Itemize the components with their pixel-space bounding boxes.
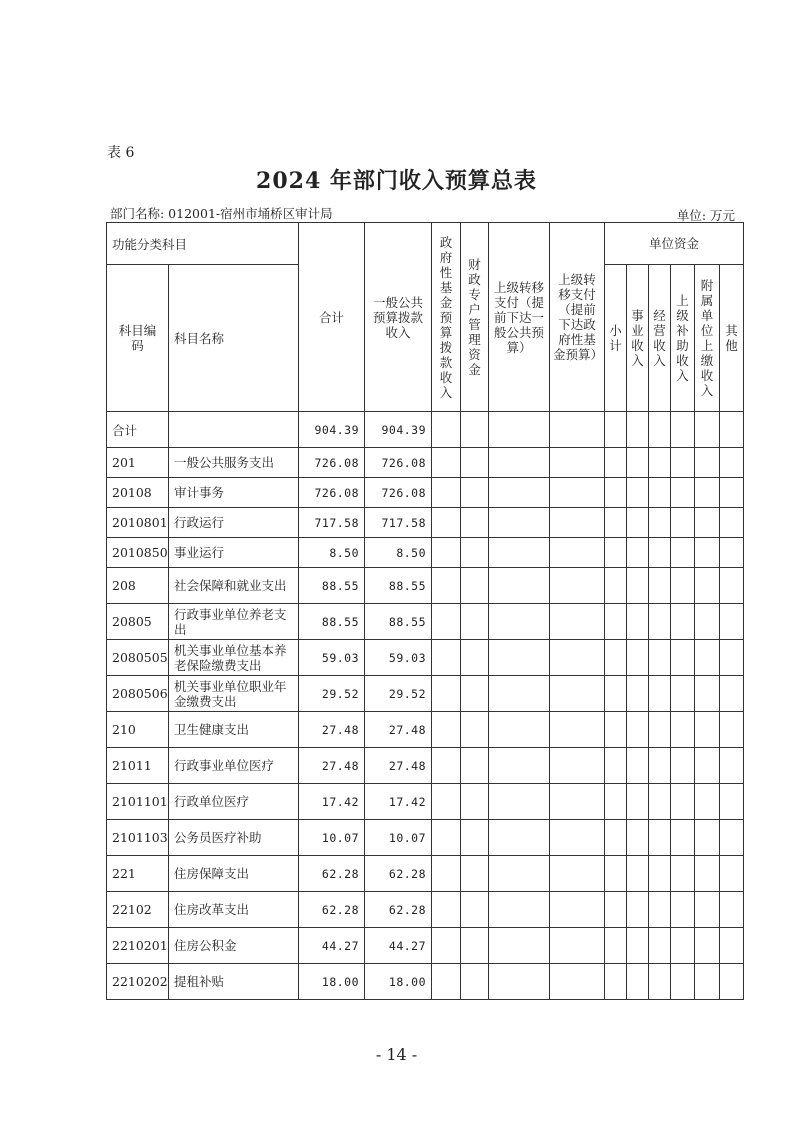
row-general-budget: 27.48: [365, 712, 432, 748]
empty-cell: [695, 568, 720, 604]
empty-cell: [649, 568, 671, 604]
empty-cell: [720, 412, 744, 448]
empty-cell: [550, 412, 605, 448]
table-label: 表 6: [107, 145, 135, 161]
row-total: 27.48: [299, 712, 365, 748]
empty-cell: [432, 784, 461, 820]
empty-cell: [649, 856, 671, 892]
empty-cell: [489, 478, 550, 508]
empty-cell: [432, 448, 461, 478]
empty-cell: [627, 478, 649, 508]
page-number: - 14 -: [375, 1045, 418, 1064]
empty-cell: [720, 604, 744, 640]
row-general-budget: 59.03: [365, 640, 432, 676]
row-general-budget: 27.48: [365, 748, 432, 784]
empty-cell: [489, 412, 550, 448]
empty-cell: [461, 676, 489, 712]
empty-cell: [489, 448, 550, 478]
empty-cell: [605, 640, 627, 676]
empty-cell: [489, 820, 550, 856]
empty-cell: [671, 538, 695, 568]
header-total: 合计: [299, 223, 365, 412]
empty-cell: [649, 508, 671, 538]
empty-cell: [461, 478, 489, 508]
empty-cell: [649, 784, 671, 820]
empty-cell: [550, 478, 605, 508]
empty-cell: [671, 640, 695, 676]
table-row: [107, 538, 744, 568]
row-general-budget: 18.00: [365, 964, 432, 1000]
empty-cell: [550, 604, 605, 640]
empty-cell: [489, 712, 550, 748]
empty-cell: [489, 964, 550, 1000]
empty-cell: [432, 820, 461, 856]
row-code: 21011: [107, 748, 169, 784]
row-name: 机关事业单位基本养老保险缴费支出: [169, 640, 299, 676]
empty-cell: [695, 640, 720, 676]
table-row: [107, 964, 744, 1000]
empty-cell: [695, 712, 720, 748]
empty-cell: [489, 508, 550, 538]
empty-cell: [649, 964, 671, 1000]
empty-cell: [461, 712, 489, 748]
empty-cell: [627, 568, 649, 604]
empty-cell: [605, 568, 627, 604]
row-name: 社会保障和就业支出: [169, 568, 299, 604]
empty-cell: [695, 448, 720, 478]
empty-cell: [671, 508, 695, 538]
row-code: 20108: [107, 478, 169, 508]
empty-cell: [432, 892, 461, 928]
empty-cell: [461, 928, 489, 964]
empty-cell: [695, 412, 720, 448]
empty-cell: [695, 478, 720, 508]
empty-cell: [550, 676, 605, 712]
empty-cell: [671, 712, 695, 748]
header-name: 科目名称: [169, 265, 299, 412]
header-upper-general: 上级转移支付（提前下达一般公共预算）: [489, 223, 550, 412]
empty-cell: [627, 640, 649, 676]
empty-cell: [489, 640, 550, 676]
empty-cell: [627, 928, 649, 964]
table-row: [107, 478, 744, 508]
empty-cell: [605, 928, 627, 964]
header-gov-fund: 政府性基金预算拨款收入: [432, 223, 461, 412]
empty-cell: [720, 568, 744, 604]
empty-cell: [489, 856, 550, 892]
header-code: 科目编码: [107, 265, 169, 412]
empty-cell: [627, 508, 649, 538]
empty-cell: [605, 508, 627, 538]
empty-cell: [627, 892, 649, 928]
empty-cell: [489, 568, 550, 604]
empty-cell: [649, 412, 671, 448]
empty-cell: [489, 928, 550, 964]
empty-cell: [461, 856, 489, 892]
empty-cell: [605, 604, 627, 640]
empty-cell: [649, 928, 671, 964]
empty-cell: [432, 856, 461, 892]
row-total: 29.52: [299, 676, 365, 712]
row-total: 904.39: [299, 412, 365, 448]
header-affiliated-income: 附属单位上缴收入: [695, 265, 720, 412]
row-code: 210: [107, 712, 169, 748]
row-name: 行政单位医疗: [169, 784, 299, 820]
empty-cell: [671, 964, 695, 1000]
empty-cell: [432, 538, 461, 568]
empty-cell: [649, 892, 671, 928]
empty-cell: [432, 568, 461, 604]
row-general-budget: 88.55: [365, 604, 432, 640]
empty-cell: [649, 640, 671, 676]
row-general-budget: 8.50: [365, 538, 432, 568]
empty-cell: [489, 748, 550, 784]
empty-cell: [695, 604, 720, 640]
row-total: 62.28: [299, 892, 365, 928]
unit-label: 单位: 万元: [676, 208, 735, 223]
empty-cell: [720, 676, 744, 712]
row-name: 住房保障支出: [169, 856, 299, 892]
row-name: 住房公积金: [169, 928, 299, 964]
row-total: 62.28: [299, 856, 365, 892]
row-name: 提租补贴: [169, 964, 299, 1000]
table-row: [107, 640, 744, 676]
empty-cell: [461, 538, 489, 568]
empty-cell: [461, 412, 489, 448]
row-name: [169, 412, 299, 448]
empty-cell: [432, 604, 461, 640]
empty-cell: [605, 820, 627, 856]
empty-cell: [627, 676, 649, 712]
empty-cell: [695, 784, 720, 820]
empty-cell: [605, 784, 627, 820]
row-code: 2010801: [107, 508, 169, 538]
empty-cell: [605, 412, 627, 448]
row-code: 221: [107, 856, 169, 892]
header-general-budget: 一般公共预算拨款收入: [365, 223, 432, 412]
empty-cell: [550, 448, 605, 478]
table-row: [107, 784, 744, 820]
empty-cell: [550, 892, 605, 928]
empty-cell: [605, 448, 627, 478]
row-general-budget: 62.28: [365, 892, 432, 928]
row-code: 208: [107, 568, 169, 604]
row-total: 18.00: [299, 964, 365, 1000]
empty-cell: [627, 448, 649, 478]
empty-cell: [649, 820, 671, 856]
row-total: 44.27: [299, 928, 365, 964]
header-operating-income: 经营收入: [649, 265, 671, 412]
empty-cell: [550, 538, 605, 568]
table-row: [107, 856, 744, 892]
empty-cell: [720, 508, 744, 538]
empty-cell: [550, 964, 605, 1000]
empty-cell: [550, 928, 605, 964]
empty-cell: [671, 448, 695, 478]
empty-cell: [432, 508, 461, 538]
empty-cell: [489, 892, 550, 928]
empty-cell: [720, 892, 744, 928]
empty-cell: [461, 892, 489, 928]
empty-cell: [720, 712, 744, 748]
empty-cell: [649, 478, 671, 508]
row-general-budget: 726.08: [365, 478, 432, 508]
empty-cell: [605, 856, 627, 892]
empty-cell: [671, 412, 695, 448]
empty-cell: [695, 676, 720, 712]
row-code: 2210201: [107, 928, 169, 964]
empty-cell: [671, 928, 695, 964]
empty-cell: [671, 820, 695, 856]
empty-cell: [627, 412, 649, 448]
empty-cell: [720, 820, 744, 856]
empty-cell: [550, 856, 605, 892]
empty-cell: [627, 856, 649, 892]
row-total: 59.03: [299, 640, 365, 676]
empty-cell: [720, 478, 744, 508]
empty-cell: [627, 820, 649, 856]
empty-cell: [671, 784, 695, 820]
row-total: 88.55: [299, 568, 365, 604]
row-total: 27.48: [299, 748, 365, 784]
empty-cell: [627, 604, 649, 640]
table-row: [107, 508, 744, 538]
table-row: [107, 568, 744, 604]
empty-cell: [432, 748, 461, 784]
row-name: 行政事业单位医疗: [169, 748, 299, 784]
table-row: [107, 604, 744, 640]
empty-cell: [461, 640, 489, 676]
empty-cell: [461, 820, 489, 856]
row-total: 717.58: [299, 508, 365, 538]
empty-cell: [671, 478, 695, 508]
row-general-budget: 17.42: [365, 784, 432, 820]
empty-cell: [432, 676, 461, 712]
table-row: [107, 892, 744, 928]
empty-cell: [605, 478, 627, 508]
empty-cell: [432, 712, 461, 748]
row-name: 行政运行: [169, 508, 299, 538]
empty-cell: [605, 964, 627, 1000]
empty-cell: [720, 928, 744, 964]
row-name: 公务员医疗补助: [169, 820, 299, 856]
empty-cell: [671, 748, 695, 784]
empty-cell: [720, 784, 744, 820]
empty-cell: [720, 538, 744, 568]
header-upper-fund: 上级转移支付（提前下达政府性基金预算）: [550, 223, 605, 412]
empty-cell: [627, 784, 649, 820]
empty-cell: [432, 964, 461, 1000]
empty-cell: [649, 604, 671, 640]
empty-cell: [489, 784, 550, 820]
header-upper-subsidy: 上级补助收入: [671, 265, 695, 412]
row-code: 20805: [107, 604, 169, 640]
empty-cell: [461, 448, 489, 478]
header-other: 其他: [720, 265, 744, 412]
header-row-1: [107, 223, 744, 265]
empty-cell: [550, 640, 605, 676]
empty-cell: [461, 568, 489, 604]
table-row: [107, 928, 744, 964]
empty-cell: [695, 892, 720, 928]
row-code: 2010850: [107, 538, 169, 568]
empty-cell: [695, 820, 720, 856]
empty-cell: [695, 964, 720, 1000]
header-unit-funds: 单位资金: [605, 223, 744, 265]
empty-cell: [605, 676, 627, 712]
empty-cell: [550, 712, 605, 748]
empty-cell: [461, 748, 489, 784]
row-total: 726.08: [299, 448, 365, 478]
table-row: [107, 748, 744, 784]
empty-cell: [695, 508, 720, 538]
row-code: 22102: [107, 892, 169, 928]
row-general-budget: 904.39: [365, 412, 432, 448]
empty-cell: [671, 568, 695, 604]
empty-cell: [649, 448, 671, 478]
empty-cell: [627, 748, 649, 784]
department-label: 部门名称: 012001-宿州市埇桥区审计局: [110, 206, 333, 221]
row-total: 88.55: [299, 604, 365, 640]
empty-cell: [461, 964, 489, 1000]
empty-cell: [627, 964, 649, 1000]
header-career-income: 事业收入: [627, 265, 649, 412]
empty-cell: [489, 604, 550, 640]
empty-cell: [649, 676, 671, 712]
empty-cell: [720, 856, 744, 892]
row-code: 2080505: [107, 640, 169, 676]
table-row: [107, 412, 744, 448]
row-general-budget: 88.55: [365, 568, 432, 604]
empty-cell: [461, 604, 489, 640]
empty-cell: [720, 640, 744, 676]
empty-cell: [489, 676, 550, 712]
row-general-budget: 717.58: [365, 508, 432, 538]
row-code: 2080506: [107, 676, 169, 712]
row-name: 机关事业单位职业年金缴费支出: [169, 676, 299, 712]
empty-cell: [720, 964, 744, 1000]
empty-cell: [550, 508, 605, 538]
row-name: 住房改革支出: [169, 892, 299, 928]
empty-cell: [695, 928, 720, 964]
empty-cell: [695, 538, 720, 568]
empty-cell: [461, 784, 489, 820]
empty-cell: [605, 892, 627, 928]
header-fiscal-special: 财政专户管理资金: [461, 223, 489, 412]
empty-cell: [550, 748, 605, 784]
row-code: 201: [107, 448, 169, 478]
row-name: 行政事业单位养老支出: [169, 604, 299, 640]
empty-cell: [671, 856, 695, 892]
empty-cell: [720, 748, 744, 784]
row-general-budget: 44.27: [365, 928, 432, 964]
empty-cell: [550, 820, 605, 856]
row-code: 2210202: [107, 964, 169, 1000]
empty-cell: [649, 712, 671, 748]
row-code: 2101101: [107, 784, 169, 820]
empty-cell: [550, 568, 605, 604]
row-general-budget: 10.07: [365, 820, 432, 856]
table-row: [107, 676, 744, 712]
row-total: 726.08: [299, 478, 365, 508]
empty-cell: [627, 538, 649, 568]
empty-cell: [461, 508, 489, 538]
empty-cell: [550, 784, 605, 820]
empty-cell: [720, 448, 744, 478]
row-general-budget: 62.28: [365, 856, 432, 892]
row-name: 卫生健康支出: [169, 712, 299, 748]
row-general-budget: 726.08: [365, 448, 432, 478]
empty-cell: [605, 712, 627, 748]
row-name: 事业运行: [169, 538, 299, 568]
empty-cell: [432, 928, 461, 964]
empty-cell: [432, 412, 461, 448]
page-title: 2024 年部门收入预算总表: [256, 168, 537, 194]
empty-cell: [671, 892, 695, 928]
budget-table: [106, 222, 744, 1000]
row-total: 8.50: [299, 538, 365, 568]
empty-cell: [605, 538, 627, 568]
table-row: [107, 820, 744, 856]
row-name: 审计事务: [169, 478, 299, 508]
row-total: 17.42: [299, 784, 365, 820]
empty-cell: [695, 748, 720, 784]
empty-cell: [605, 748, 627, 784]
row-general-budget: 29.52: [365, 676, 432, 712]
empty-cell: [695, 856, 720, 892]
empty-cell: [432, 640, 461, 676]
table-row: [107, 712, 744, 748]
row-code: 2101103: [107, 820, 169, 856]
row-code: 合计: [107, 412, 169, 448]
empty-cell: [671, 676, 695, 712]
row-name: 一般公共服务支出: [169, 448, 299, 478]
header-func-class: 功能分类科目: [107, 223, 299, 265]
header-subtotal: 小计: [605, 265, 627, 412]
table-row: [107, 448, 744, 478]
empty-cell: [671, 604, 695, 640]
empty-cell: [489, 538, 550, 568]
empty-cell: [627, 712, 649, 748]
empty-cell: [432, 478, 461, 508]
row-total: 10.07: [299, 820, 365, 856]
empty-cell: [649, 748, 671, 784]
empty-cell: [649, 538, 671, 568]
